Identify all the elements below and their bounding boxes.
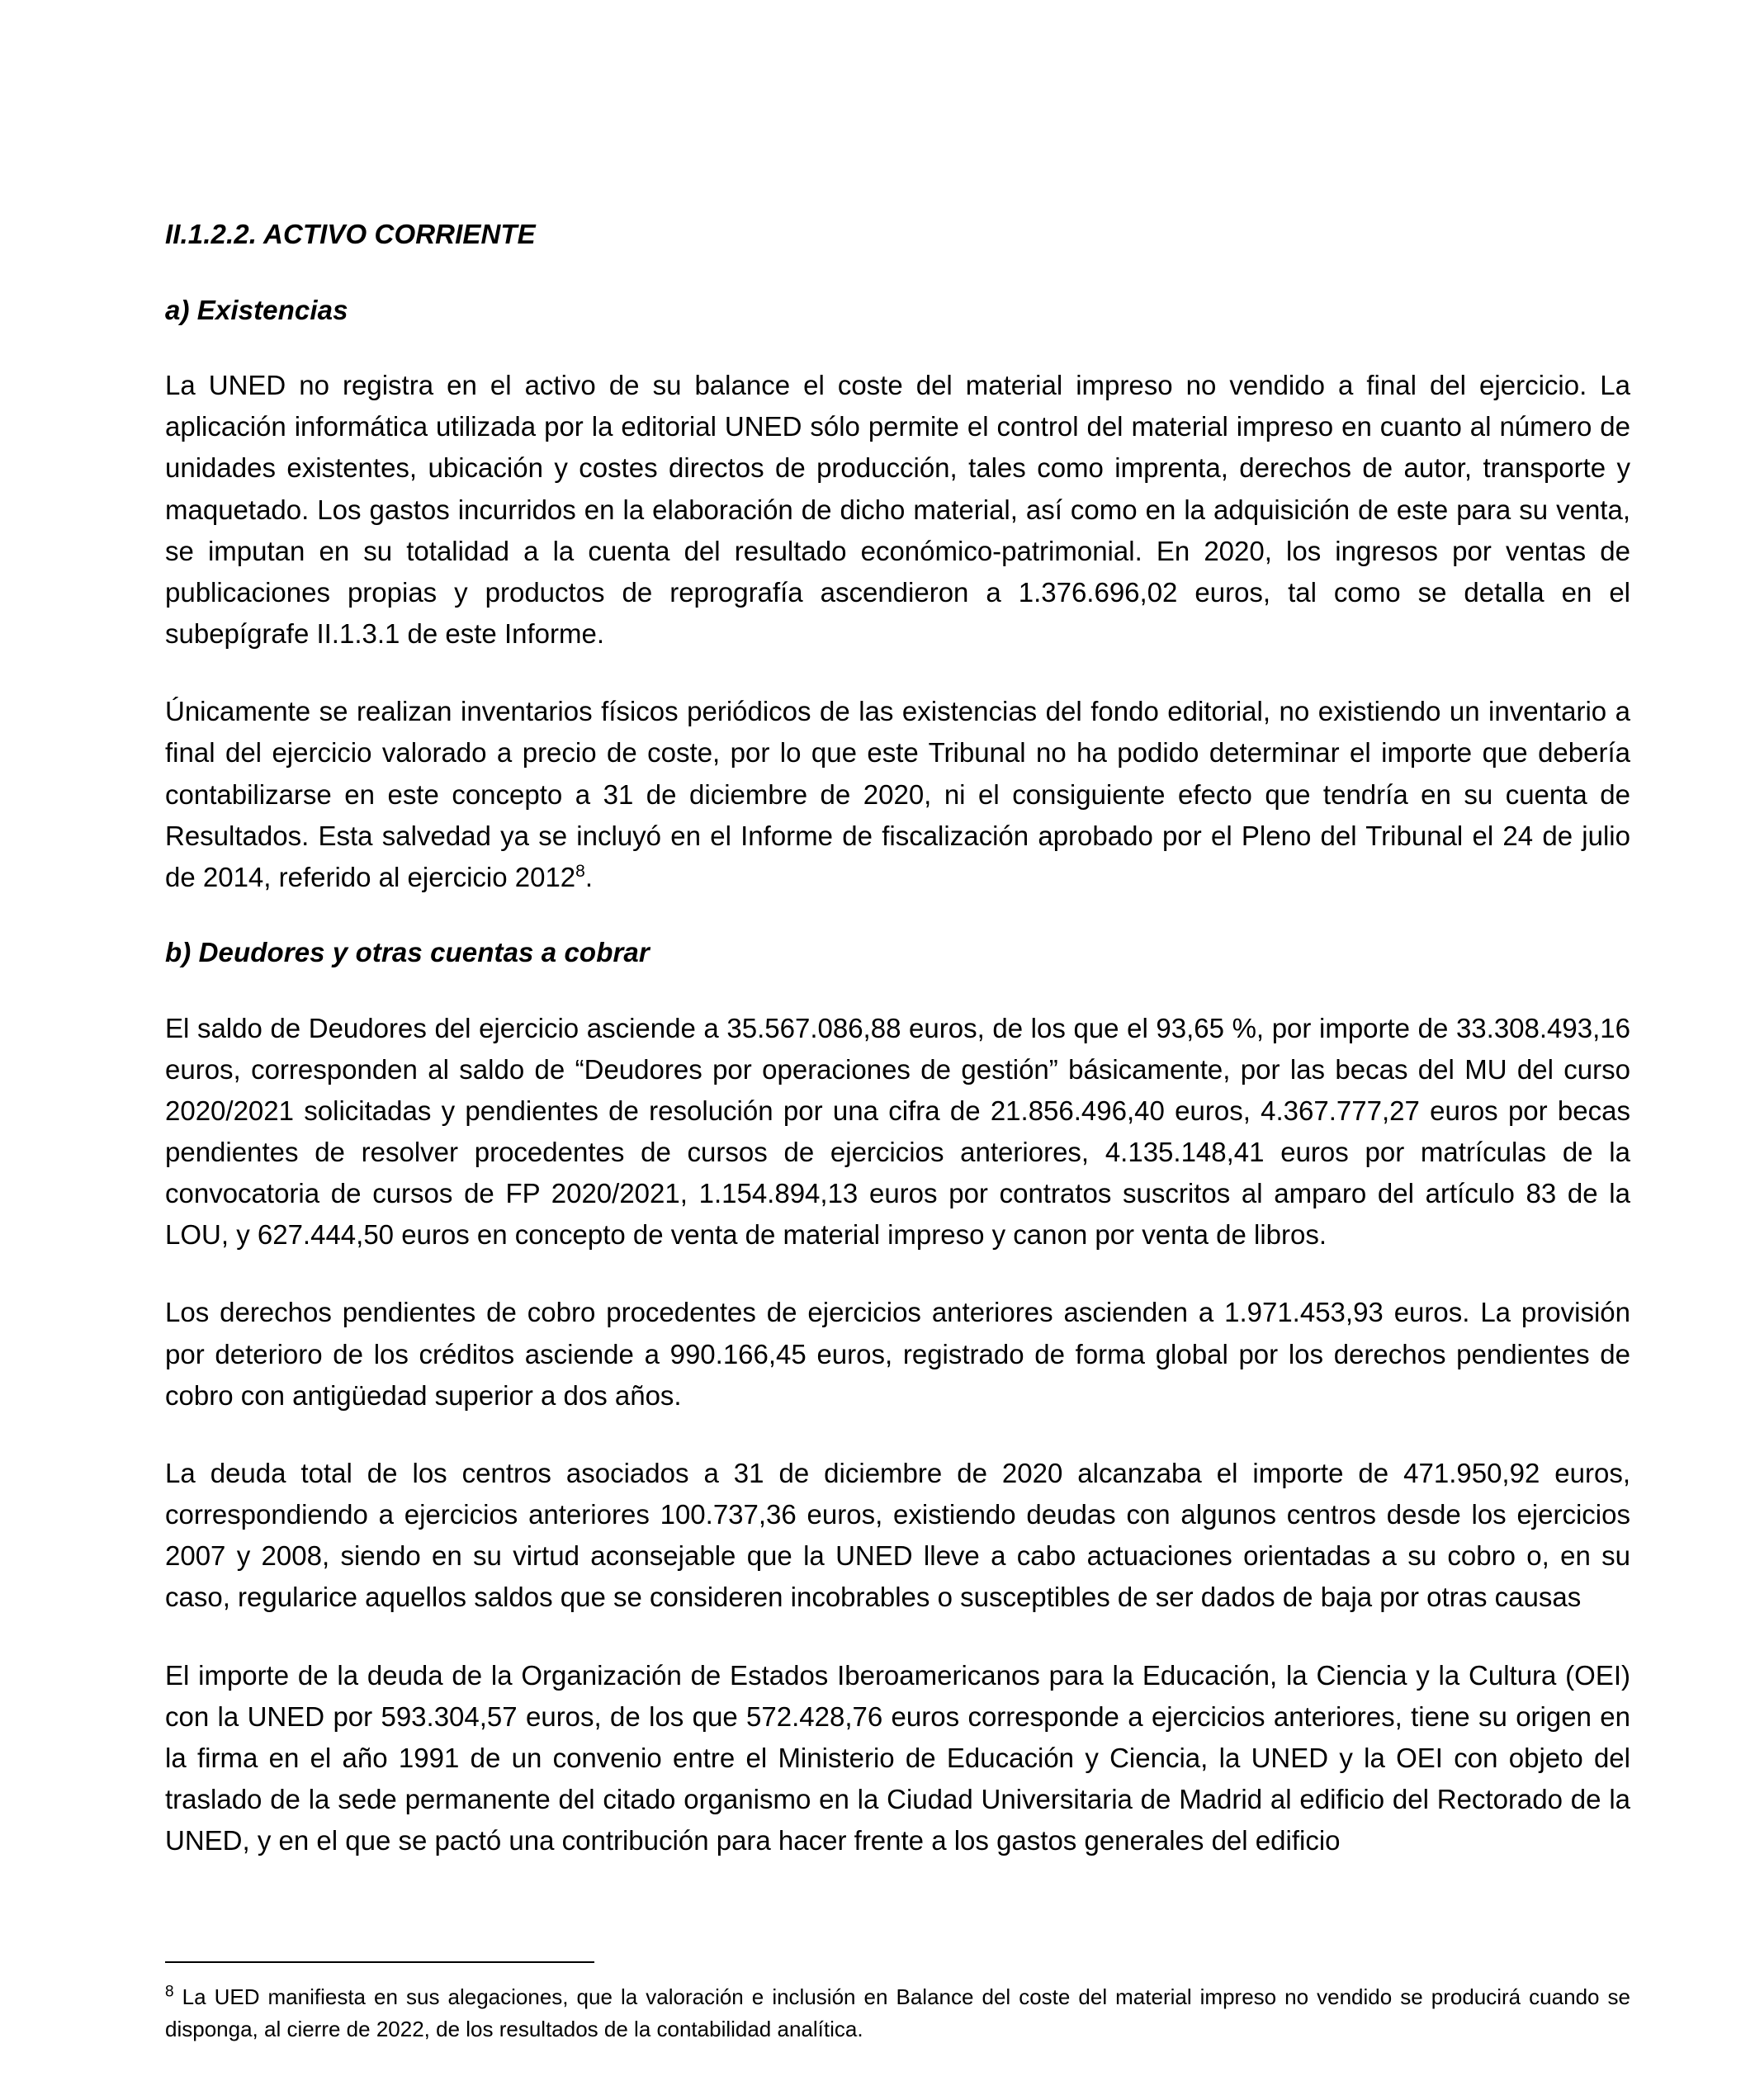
paragraph-derechos-pendientes: Los derechos pendientes de cobro procedentes de ejercicios anteriores ascienden a 1.971.453,93 euros. La provisión por deterioro de los créditos asciende a 990.166,45 euros, registrado de forma global por los derechos pendientes de cobro con antigüedad superior a dos años.: [165, 1297, 1630, 1411]
footnote-8-text: La UED manifiesta en sus alegaciones, que la valoración e inclusión en Balance del coste del material impreso no vendido se producirá cuando se disponga, al cierre de 2022, de los resultados de la contabilidad analítica.: [165, 1984, 1630, 2041]
footnote-reference-8[interactable]: 8: [575, 861, 585, 881]
footnote-marker-8: 8: [165, 1983, 174, 2001]
page-content: [165, 216, 1630, 1861]
paragraph-existencias-2-tail: .: [584, 861, 594, 892]
section-heading: II.1.2.2. ACTIVO CORRIENTE: [165, 219, 536, 249]
subsection-heading-b: b) Deudores y otras cuentas a cobrar: [165, 936, 650, 967]
footnote-separator: [165, 1961, 594, 1963]
paragraph-deudores-saldo: El saldo de Deudores del ejercicio asciende a 35.567.086,88 euros, de los que el 93,65 %, por importe de 33.308.493,16 euros, corresponden al saldo de “Deudores por operaciones de gestión” básicamente, por las becas del MU del curso 2020/2021 solicitadas y pendientes de resolución por una cifra de 21.856.496,40 euros, 4.367.777,27 euros por becas pendientes de resolver procedentes de cursos de ejercicios anteriores, 4.135.148,41 euros por matrículas de la convocatoria de cursos de FP 2020/2021, 1.154.894,13 euros por contratos suscritos al amparo del artículo 83 de la LOU, y 627.444,50 euros en concepto de venta de material impreso y canon por venta de libros.: [165, 1012, 1630, 1251]
paragraph-existencias-2: [165, 691, 1630, 898]
paragraph-existencias-2-text: Únicamente se realizan inventarios físicos periódicos de las existencias del fondo editorial, no existiendo un inventario a final del ejercicio valorado a precio de coste, por lo que este Tribunal no ha podido determinar el importe que debería contabilizarse en este concepto a 31 de diciembre de 2020, ni el consiguiente efecto que tendría en su cuenta de Resultados. Esta salvedad ya se incluyó en el Informe de fiscalización aprobado por el Pleno del Tribunal el 24 de julio de 2014, referido al ejercicio 2012: [165, 696, 1630, 892]
footnote-8: [165, 1981, 1630, 2046]
paragraph-existencias-1: La UNED no registra en el activo de su balance el coste del material impreso no vendido a final del ejercicio. La aplicación informática utilizada por la editorial UNED sólo permite el control del material impreso en cuanto al número de unidades existentes, ubicación y costes directos de producción, tales como imprenta, derechos de autor, transporte y maquetado. Los gastos incurridos en la elaboración de dicho material, así como en la adquisición de este para su venta, se imputan en su totalidad a la cuenta del resultado económico-patrimonial. En 2020, los ingresos por ventas de publicaciones propias y productos de reprografía ascendieron a 1.376.696,02 euros, tal como se detalla en el subepígrafe II.1.3.1 de este Informe.: [165, 370, 1630, 650]
footnote-area: [165, 1961, 1630, 2046]
subsection-heading-a: a) Existencias: [165, 294, 348, 325]
paragraph-deuda-oei: El importe de la deuda de la Organización de Estados Iberoamericanos para la Educación, la Ciencia y la Cultura (OEI) con la UNED por 593.304,57 euros, de los que 572.428,76 euros corresponde a ejercicios anteriores, tiene su origen en la firma en el año 1991 de un convenio entre el Ministerio de Educación y Ciencia, la UNED y la OEI con objeto del traslado de la sede permanente del citado organismo en la Ciudad Universitaria de Madrid al edificio del Rectorado de la UNED, y en el que se pactó una contribución para hacer frente a los gastos generales del edificio: [165, 1659, 1630, 1856]
paragraph-deuda-centros-asociados: La deuda total de los centros asociados a 31 de diciembre de 2020 alcanzaba el importe de 471.950,92 euros, correspondiendo a ejercicios anteriores 100.737,36 euros, existiendo deudas con algunos centros desde los ejercicios 2007 y 2008, siendo en su virtud aconsejable que la UNED lleve a cabo actuaciones orientadas a su cobro o, en su caso, regularice aquellos saldos que se consideren incobrables o susceptibles de ser dados de baja por otras causas: [165, 1457, 1630, 1613]
